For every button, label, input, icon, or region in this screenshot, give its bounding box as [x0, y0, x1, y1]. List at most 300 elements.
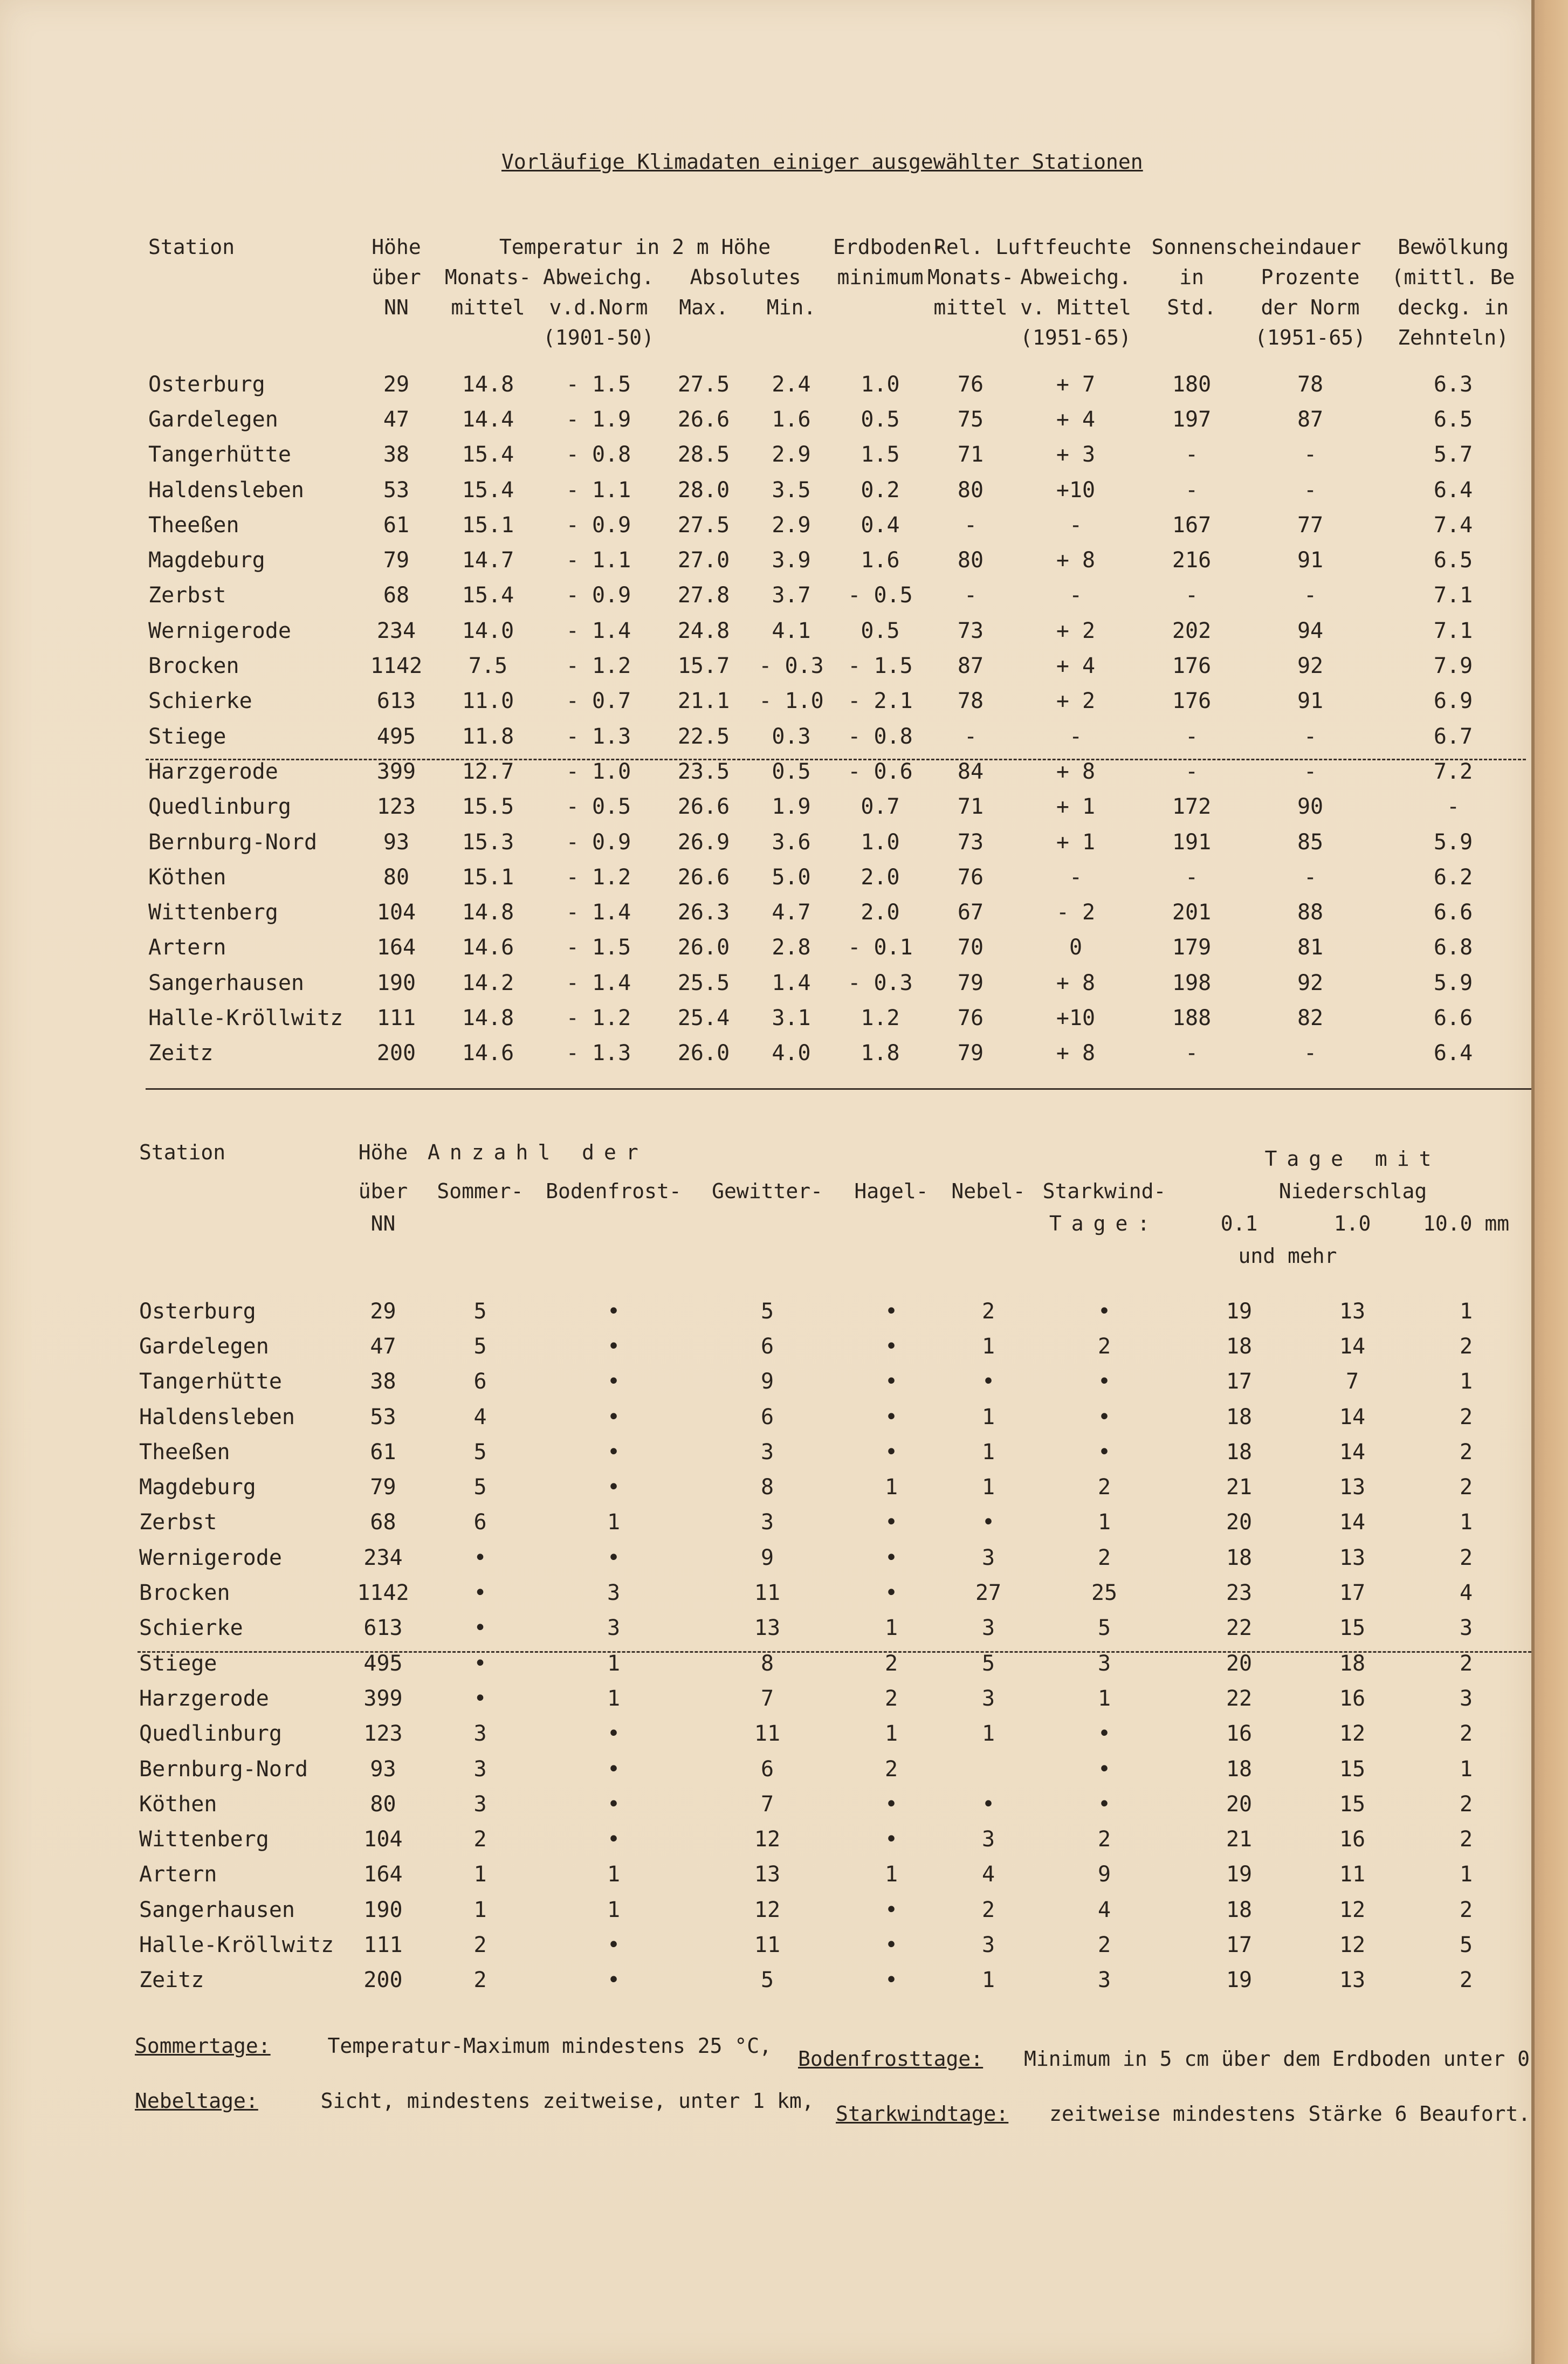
cell-mittel: 15.1: [462, 512, 514, 538]
cell-station: Köthen: [139, 1791, 217, 1817]
cell-station: Bernburg-Nord: [148, 829, 318, 855]
cell-station: Wernigerode: [148, 618, 291, 643]
table-row: [139, 1611, 1531, 1646]
cell-n01: 23: [1226, 1580, 1253, 1606]
cell-wind: •: [1097, 1756, 1111, 1782]
cell-mittel: 15.4: [462, 442, 514, 468]
table-row: [148, 965, 1531, 1000]
cell-nebel: 4: [981, 1862, 995, 1887]
cell-fm: -: [964, 583, 978, 608]
cell-n100: 2: [1460, 1827, 1473, 1852]
cell-nebel: 3: [981, 1932, 995, 1957]
cell-hagel: •: [884, 1334, 898, 1359]
cell-n10: 13: [1339, 1475, 1366, 1500]
cell-fa: -: [1069, 864, 1083, 890]
cell-hoehe: 79: [370, 1475, 396, 1500]
cell-hoehe: 190: [363, 1897, 403, 1922]
cell-n10: 14: [1339, 1439, 1366, 1465]
legend-nebel-text: Sicht, mindestens zeitweise, unter 1 km,: [320, 2089, 814, 2113]
table-row: [148, 789, 1531, 824]
cell-std: -: [1185, 583, 1199, 608]
table-row: [139, 1469, 1531, 1504]
cell-bew: -: [1446, 794, 1460, 820]
header2-tage-mit: Tage mit: [1264, 1147, 1441, 1171]
cell-fa: + 1: [1056, 829, 1096, 855]
cell-station: Schierke: [139, 1616, 243, 1641]
cell-fa: -: [1069, 724, 1083, 749]
cell-hagel: •: [884, 1510, 898, 1535]
cell-frost: 1: [607, 1862, 621, 1887]
cell-max: 22.5: [677, 724, 730, 749]
cell-wind: •: [1097, 1439, 1111, 1465]
cell-station: Harzgerode: [148, 759, 278, 784]
header-monatsmittel-2: mittel: [451, 296, 525, 319]
legend-sommertage-text: Temperatur-Maximum mindestens 25 °C,: [327, 2034, 772, 2058]
cell-gewitter: 6: [760, 1404, 774, 1430]
cell-station: Halle-Kröllwitz: [148, 1005, 343, 1030]
cell-gewitter: 6: [760, 1756, 774, 1782]
cell-station: Quedlinburg: [139, 1721, 282, 1747]
header2-n100: 10.0 mm: [1422, 1212, 1510, 1235]
cell-station: Brocken: [148, 654, 239, 679]
cell-sommer: •: [473, 1686, 487, 1711]
cell-bew: 7.4: [1433, 512, 1473, 538]
cell-hoehe: 79: [383, 548, 410, 573]
cell-nebel: 1: [981, 1404, 995, 1430]
cell-n01: 20: [1226, 1791, 1253, 1817]
cell-hagel: 1: [884, 1721, 898, 1747]
cell-n100: 5: [1460, 1932, 1473, 1957]
cell-erd: 0.2: [861, 477, 900, 503]
cell-erd: 2.0: [861, 864, 900, 890]
cell-hagel: 1: [884, 1616, 898, 1641]
header2-gewitter: Gewitter-: [712, 1179, 823, 1203]
cell-nebel: •: [981, 1510, 995, 1535]
cell-station: Zeitz: [139, 1968, 204, 1993]
cell-erd: 0.7: [861, 794, 900, 820]
cell-hagel: 2: [884, 1756, 898, 1782]
cell-n10: 14: [1339, 1334, 1366, 1359]
cell-wind: •: [1097, 1721, 1111, 1747]
cell-station: Haldensleben: [148, 477, 304, 503]
header2-bodenfrost: Bodenfrost-: [546, 1179, 682, 1203]
cell-std: 216: [1172, 548, 1212, 573]
cell-abw: - 1.3: [566, 724, 631, 749]
cell-station: Schierke: [148, 689, 252, 714]
header-monatsmittel-1: Monats-: [444, 265, 532, 289]
cell-frost: 3: [607, 1580, 621, 1606]
cell-wind: 3: [1097, 1968, 1111, 1993]
cell-wind: 2: [1097, 1827, 1111, 1852]
cell-sommer: 1: [473, 1862, 487, 1887]
table-row: [148, 472, 1531, 507]
cell-bew: 5.7: [1433, 442, 1473, 468]
header-sonne-prozent-1: Prozente: [1261, 265, 1360, 289]
cell-fa: + 3: [1056, 442, 1096, 468]
cell-frost: 1: [607, 1510, 621, 1535]
table-row: [139, 1575, 1531, 1610]
legend-line-1: [135, 2034, 772, 2058]
cell-sommer: 3: [473, 1721, 487, 1747]
cell-erd: - 1.5: [848, 654, 913, 679]
cell-abw: - 1.1: [566, 477, 631, 503]
table-row: [148, 824, 1531, 860]
cell-station: Zerbst: [148, 583, 226, 608]
cell-fa: + 4: [1056, 407, 1096, 432]
cell-min: 3.5: [772, 477, 811, 503]
cell-hoehe: 38: [370, 1369, 396, 1394]
cell-n01: 21: [1226, 1827, 1253, 1852]
cell-hoehe: 164: [376, 935, 416, 960]
cell-station: Gardelegen: [139, 1334, 269, 1359]
cell-bew: 7.2: [1433, 759, 1473, 784]
header2-station: Station: [139, 1140, 226, 1164]
header-f-abweichung-2: v. Mittel: [1020, 296, 1131, 319]
cell-fa: +10: [1056, 477, 1096, 503]
cell-frost: •: [607, 1369, 621, 1394]
cell-wind: 2: [1097, 1475, 1111, 1500]
cell-frost: •: [607, 1298, 621, 1324]
cell-max: 27.5: [677, 512, 730, 538]
header-hoehe-2: über: [372, 265, 421, 289]
cell-min: 5.0: [772, 864, 811, 890]
header-sonne-group: Sonnenscheindauer: [1151, 235, 1361, 259]
cell-wind: 1: [1097, 1510, 1111, 1535]
header-bewoelkung-2: (mittl. Be: [1391, 265, 1515, 289]
cell-mittel: 14.8: [462, 1005, 514, 1030]
cell-fm: 87: [957, 654, 984, 679]
cell-mittel: 15.4: [462, 477, 514, 503]
cell-bew: 7.9: [1433, 654, 1473, 679]
cell-min: - 1.0: [759, 689, 824, 714]
cell-hagel: •: [884, 1968, 898, 1993]
cell-wind: •: [1097, 1791, 1111, 1817]
cell-n01: 22: [1226, 1686, 1253, 1711]
header-min: Min.: [766, 296, 816, 319]
cell-hoehe: 80: [370, 1791, 396, 1817]
cell-hoehe: 111: [376, 1005, 416, 1030]
cell-n10: 15: [1339, 1616, 1366, 1641]
header-abweichung-3: (1901-50): [543, 326, 654, 349]
cell-sommer: •: [473, 1651, 487, 1676]
cell-hoehe: 47: [383, 407, 410, 432]
cell-proz: 81: [1297, 935, 1324, 960]
cell-abw: - 1.4: [566, 970, 631, 995]
cell-station: Harzgerode: [139, 1686, 269, 1711]
header2-und-mehr: und mehr: [1238, 1244, 1337, 1268]
cell-min: 4.0: [772, 1041, 811, 1066]
header-abweichung-2: v.d.Norm: [549, 296, 648, 319]
cell-hoehe: 29: [383, 372, 410, 397]
cell-mittel: 11.0: [462, 689, 514, 714]
cell-sommer: 5: [473, 1298, 487, 1324]
header-temperature-group: Temperatur in 2 m Höhe: [499, 235, 771, 259]
cell-fm: 79: [957, 1041, 984, 1066]
cell-n10: 14: [1339, 1510, 1366, 1535]
cell-hoehe: 29: [370, 1298, 396, 1324]
cell-mittel: 14.2: [462, 970, 514, 995]
cell-min: 1.9: [772, 794, 811, 820]
cell-abw: - 0.5: [566, 794, 631, 820]
cell-min: 0.3: [772, 724, 811, 749]
cell-max: 23.5: [677, 759, 730, 784]
cell-n01: 18: [1226, 1404, 1253, 1430]
cell-frost: •: [607, 1404, 621, 1430]
cell-sommer: 3: [473, 1756, 487, 1782]
cell-proz: 91: [1297, 548, 1324, 573]
cell-bew: 5.9: [1433, 970, 1473, 995]
cell-gewitter: 11: [754, 1932, 781, 1957]
header-f-abweichung-3: (1951-65): [1020, 326, 1131, 349]
page-edge: [1531, 0, 1568, 2364]
table-row: [139, 1716, 1531, 1751]
cell-min: 1.4: [772, 970, 811, 995]
cell-abw: - 0.9: [566, 829, 631, 855]
table-row: [139, 1927, 1531, 1962]
cell-proz: 92: [1297, 654, 1324, 679]
cell-nebel: 3: [981, 1545, 995, 1570]
cell-hoehe: 53: [370, 1404, 396, 1430]
cell-max: 28.0: [677, 477, 730, 503]
header2-n10: 1.0: [1333, 1212, 1371, 1235]
cell-wind: 4: [1097, 1897, 1111, 1922]
cell-n01: 19: [1226, 1298, 1253, 1324]
cell-wind: •: [1097, 1404, 1111, 1430]
cell-nebel: 1: [981, 1968, 995, 1993]
cell-n10: 15: [1339, 1756, 1366, 1782]
header-bewoelkung-3: deckg. in: [1398, 296, 1509, 319]
legend-bodenfrost-text: Minimum in 5 cm über dem Erdboden unter 0: [1023, 2047, 1530, 2071]
cell-n100: 2: [1460, 1334, 1473, 1359]
table-row: [148, 542, 1531, 578]
cell-n100: 2: [1460, 1545, 1473, 1570]
cell-bew: 6.3: [1433, 372, 1473, 397]
cell-erd: 2.0: [861, 900, 900, 925]
cell-n10: 18: [1339, 1651, 1366, 1676]
cell-station: Zerbst: [139, 1510, 217, 1535]
cell-bew: 6.2: [1433, 864, 1473, 890]
cell-abw: - 1.3: [566, 1041, 631, 1066]
cell-bew: 7.1: [1433, 583, 1473, 608]
cell-frost: •: [607, 1545, 621, 1570]
header-bewoelkung-1: Bewölkung: [1398, 235, 1509, 259]
cell-nebel: 3: [981, 1827, 995, 1852]
cell-erd: 1.8: [861, 1041, 900, 1066]
cell-std: 172: [1172, 794, 1212, 820]
cell-mittel: 15.1: [462, 864, 514, 890]
cell-min: 3.9: [772, 548, 811, 573]
cell-hoehe: 47: [370, 1334, 396, 1359]
cell-frost: •: [607, 1827, 621, 1852]
cell-fa: + 8: [1056, 759, 1096, 784]
cell-proz: 92: [1297, 970, 1324, 995]
cell-hoehe: 190: [376, 970, 416, 995]
legend-line-2: [135, 2089, 814, 2113]
cell-nebel: 3: [981, 1686, 995, 1711]
cell-erd: - 0.3: [848, 970, 913, 995]
cell-fm: 76: [957, 372, 984, 397]
header-f-monatsmittel-1: Monats-: [927, 265, 1014, 289]
cell-n01: 18: [1226, 1756, 1253, 1782]
cell-hagel: •: [884, 1580, 898, 1606]
cell-mittel: 14.6: [462, 1041, 514, 1066]
cell-hagel: 1: [884, 1862, 898, 1887]
cell-n100: 4: [1460, 1580, 1473, 1606]
cell-gewitter: 12: [754, 1897, 781, 1922]
table-row: [148, 1036, 1531, 1071]
cell-std: 201: [1172, 900, 1212, 925]
cell-fa: + 4: [1056, 654, 1096, 679]
cell-n01: 18: [1226, 1545, 1253, 1570]
cell-station: Halle-Kröllwitz: [139, 1932, 334, 1957]
cell-proz: 90: [1297, 794, 1324, 820]
table-row: [148, 930, 1531, 965]
cell-n10: 15: [1339, 1791, 1366, 1817]
cell-min: 2.9: [772, 512, 811, 538]
table-row: [139, 1751, 1531, 1786]
cell-min: 4.7: [772, 900, 811, 925]
header2-niederschlag: Niederschlag: [1278, 1179, 1427, 1203]
cell-min: 3.6: [772, 829, 811, 855]
cell-hoehe: 200: [376, 1041, 416, 1066]
cell-proz: -: [1303, 477, 1317, 503]
cell-hoehe: 61: [383, 512, 410, 538]
cell-erd: 0.5: [861, 618, 900, 643]
cell-station: Haldensleben: [139, 1404, 295, 1430]
cell-hoehe: 495: [363, 1651, 403, 1676]
cell-fa: + 8: [1056, 548, 1096, 573]
cell-n100: 1: [1460, 1862, 1473, 1887]
cell-max: 27.5: [677, 372, 730, 397]
cell-max: 25.5: [677, 970, 730, 995]
header-erdboden-1: Erdboden-: [833, 235, 944, 259]
cell-nebel: [943, 1751, 1034, 1786]
legend-nebel-key: Nebeltage:: [135, 2089, 258, 2113]
header-f-abweichung-1: Abweichg.: [1020, 265, 1131, 289]
cell-n10: 12: [1339, 1932, 1366, 1957]
cell-n01: 21: [1226, 1475, 1253, 1500]
cell-max: 26.9: [677, 829, 730, 855]
cell-n10: 11: [1339, 1862, 1366, 1887]
cell-bew: 6.6: [1433, 900, 1473, 925]
cell-fm: 84: [957, 759, 984, 784]
cell-gewitter: 7: [760, 1791, 774, 1817]
separator-dashed-2: [137, 1651, 1531, 1653]
table-row: [148, 860, 1531, 895]
cell-erd: 0.5: [861, 407, 900, 432]
cell-hagel: 2: [884, 1651, 898, 1676]
cell-station: Stiege: [139, 1651, 217, 1676]
cell-abw: - 1.2: [566, 864, 631, 890]
cell-frost: 1: [607, 1897, 621, 1922]
cell-n10: 7: [1345, 1369, 1359, 1394]
cell-abw: - 0.8: [566, 442, 631, 468]
cell-proz: 91: [1297, 689, 1324, 714]
cell-n100: 2: [1460, 1791, 1473, 1817]
cell-std: -: [1185, 1041, 1199, 1066]
cell-erd: 1.2: [861, 1005, 900, 1030]
climate-table-1: [148, 232, 1531, 1071]
table-row: [139, 1505, 1531, 1540]
cell-bew: 6.6: [1433, 1005, 1473, 1030]
cell-hagel: •: [884, 1545, 898, 1570]
cell-hoehe: 399: [376, 759, 416, 784]
header-bewoelkung-4: Zehnteln): [1398, 326, 1509, 349]
cell-nebel: 2: [981, 1298, 995, 1324]
cell-proz: 94: [1297, 618, 1324, 643]
cell-proz: 85: [1297, 829, 1324, 855]
cell-wind: •: [1097, 1369, 1111, 1394]
cell-max: 21.1: [677, 689, 730, 714]
cell-n100: 2: [1460, 1651, 1473, 1676]
cell-hoehe: 1142: [357, 1580, 409, 1606]
cell-proz: 78: [1297, 372, 1324, 397]
cell-hagel: •: [884, 1439, 898, 1465]
cell-std: -: [1185, 759, 1199, 784]
cell-wind: 2: [1097, 1334, 1111, 1359]
cell-std: 197: [1172, 407, 1212, 432]
cell-hagel: •: [884, 1404, 898, 1430]
cell-frost: •: [607, 1439, 621, 1465]
cell-abw: - 0.7: [566, 689, 631, 714]
header2-hoehe-2: über: [358, 1179, 408, 1203]
cell-n01: 18: [1226, 1334, 1253, 1359]
cell-sommer: 5: [473, 1439, 487, 1465]
cell-gewitter: 12: [754, 1827, 781, 1852]
cell-sommer: •: [473, 1545, 487, 1570]
cell-hagel: •: [884, 1932, 898, 1957]
cell-hagel: 2: [884, 1686, 898, 1711]
cell-proz: -: [1303, 583, 1317, 608]
cell-fa: 0: [1069, 935, 1083, 960]
cell-n01: 16: [1226, 1721, 1253, 1747]
header2-tage: Tage:: [1049, 1212, 1160, 1235]
header-erdboden-2: minimum: [837, 265, 924, 289]
cell-erd: 1.5: [861, 442, 900, 468]
cell-n10: 17: [1339, 1580, 1366, 1606]
cell-frost: •: [607, 1756, 621, 1782]
cell-n100: 1: [1460, 1369, 1473, 1394]
cell-max: 26.6: [677, 864, 730, 890]
cell-nebel: 1: [981, 1721, 995, 1747]
cell-bew: 6.5: [1433, 407, 1473, 432]
cell-station: Tangerhütte: [148, 442, 291, 468]
cell-frost: 1: [607, 1651, 621, 1676]
cell-gewitter: 13: [754, 1862, 781, 1887]
cell-max: 26.0: [677, 1041, 730, 1066]
cell-std: 179: [1172, 935, 1212, 960]
cell-wind: 3: [1097, 1651, 1111, 1676]
cell-station: Theeßen: [139, 1439, 230, 1465]
cell-fa: +10: [1056, 1005, 1096, 1030]
header2-sommer: Sommer-: [437, 1179, 524, 1203]
cell-n01: 22: [1226, 1616, 1253, 1641]
cell-n100: 1: [1460, 1510, 1473, 1535]
cell-n10: 12: [1339, 1897, 1366, 1922]
cell-proz: -: [1303, 442, 1317, 468]
cell-nebel: 5: [981, 1651, 995, 1676]
header2-nebel: Nebel-: [951, 1179, 1026, 1203]
cell-fm: 80: [957, 548, 984, 573]
cell-max: 28.5: [677, 442, 730, 468]
cell-abw: - 1.5: [566, 372, 631, 397]
cell-nebel: •: [981, 1369, 995, 1394]
cell-min: 4.1: [772, 618, 811, 643]
cell-fa: - 2: [1056, 900, 1096, 925]
table-row: [139, 1786, 1531, 1822]
cell-station: Wittenberg: [139, 1827, 269, 1852]
header2-n01: 0.1: [1220, 1212, 1258, 1235]
